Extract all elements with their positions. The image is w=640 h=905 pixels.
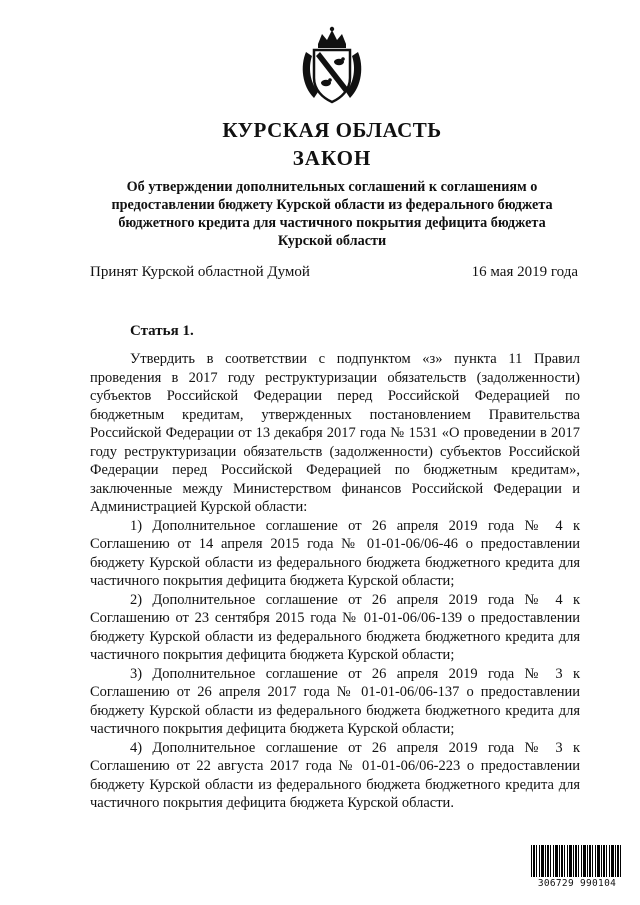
- adoption-date: 16 мая 2019 года: [471, 264, 578, 280]
- article-intro-paragraph: Утвердить в соответствии с подпунктом «з» пункта 11 Правил проведения в 2017 году реструктуризации обязательств (задолженности) субъектов Российской Федерации перед Российской Федерацией по бюджетным кредитам, утвержденных постановлением Правительства Российской Федерации от 13 декабря 2017 года № 1531 «О проведении в 2017 году реструктуризации обязательств (задолженности) субъектов Российской Федерации перед Российской Федерацией по бюджетным кредитам», заключенные между Министерством финансов Российской Федерации и Администрацией Курской области:: [90, 351, 580, 515]
- region-title: КУРСКАЯ ОБЛАСТЬ: [222, 118, 442, 142]
- barcode-number: 306729 990104: [537, 878, 617, 889]
- document-barcode: [531, 845, 623, 893]
- article-body: [90, 350, 580, 813]
- adopted-by-label: Принят Курской областной Думой: [90, 264, 310, 280]
- article-item-4: 4) Дополнительное соглашение от 26 апреля 2019 года № 3 к Соглашению от 22 августа 2017 года № 01-01-06/06-223 о предоставлении бюджету Курской области из федерального бюджета бюджетного кредита для частичного покрытия дефицита бюджета Курской области.: [90, 739, 580, 811]
- law-subject-title: Об утверждении дополнительных соглашений к соглашениям о предоставлении бюджету Курской области из федерального бюджета бюджетного кредита для частичного покрытия дефицита бюджета Курской области: [111, 179, 553, 249]
- article-item-1: 1) Дополнительное соглашение от 26 апреля 2019 года № 4 к Соглашению от 14 апреля 2015 года № 01-01-06/06-46 о предоставлении бюджету Курской области из федерального бюджета бюджетного кредита для частичного покрытия дефицита бюджета Курской области;: [90, 517, 580, 589]
- kursk-coat-of-arms-icon: [296, 26, 368, 106]
- article-title: Статья 1.: [130, 323, 194, 339]
- document-type-title: ЗАКОН: [292, 146, 372, 170]
- article-item-2: 2) Дополнительное соглашение от 26 апреля 2019 года № 4 к Соглашению от 23 сентября 2015 года № 01-01-06/06-139 о предоставлении бюджету Курской области из федерального бюджета бюджетного кредита для частичного покрытия дефицита бюджета Курской области;: [90, 591, 580, 663]
- article-item-3: 3) Дополнительное соглашение от 26 апреля 2019 года № 3 к Соглашению от 26 апреля 2017 года № 01-01-06/06-137 о предоставлении бюджету Курской области из федерального бюджета бюджетного кредита для частичного покрытия дефицита бюджета Курской области;: [90, 665, 580, 737]
- barcode-bars: [531, 845, 623, 877]
